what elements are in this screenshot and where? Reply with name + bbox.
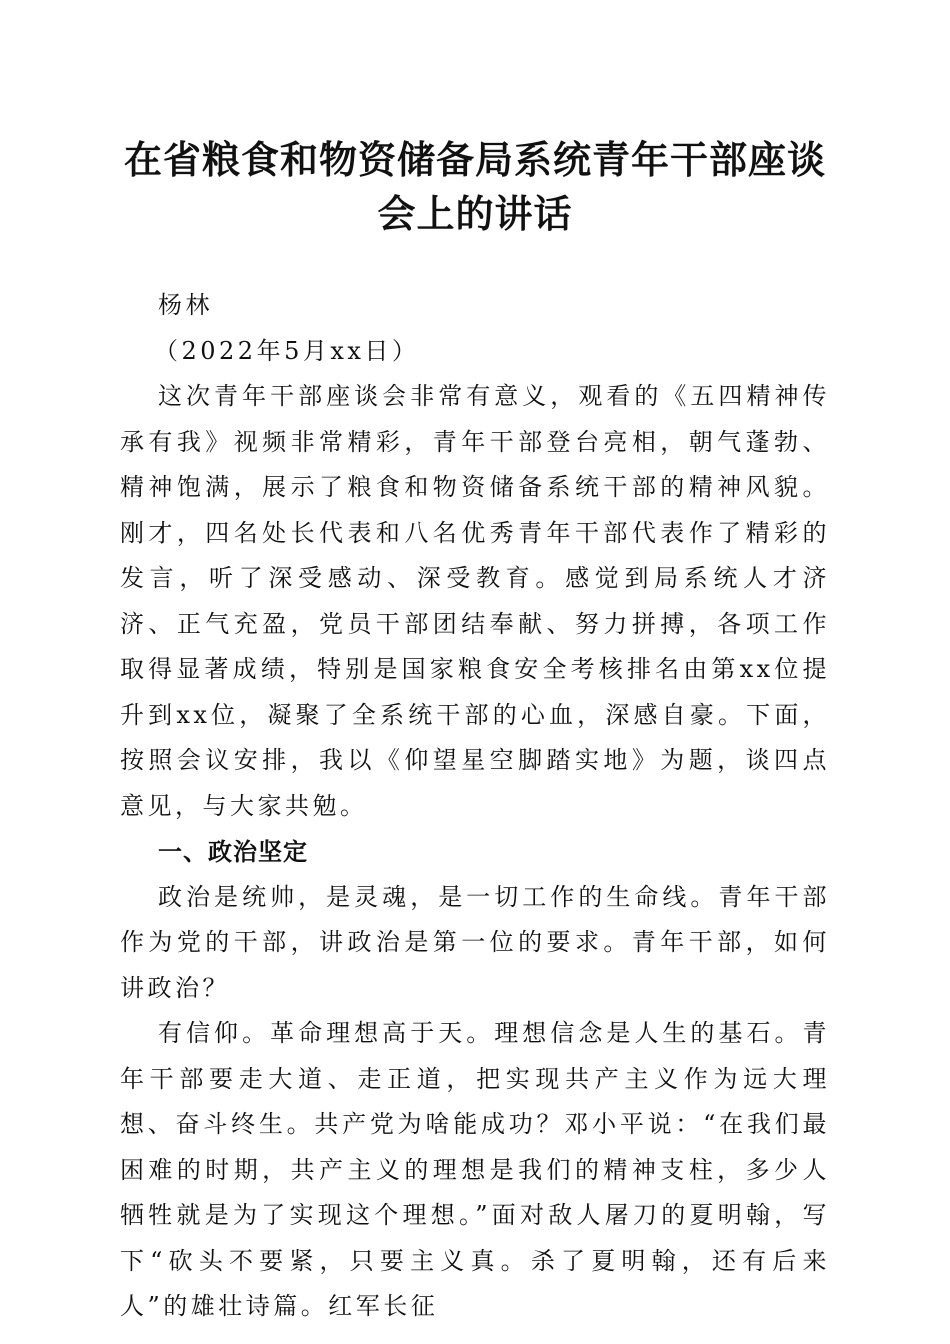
section-paragraph: 有信仰。革命理想高于天。理想信念是人生的基石。青年干部要走大道、走正道，把实现共产主义作为远大理想、奋斗终生。共产党为啥能成功？邓小平说：“在我们最困难的时期，共产主义的理想是我们的精神支柱，多少人牺牲就是为了实现这个理想。”面对敌人屠刀的夏明翰，写下“砍头不要紧，只要主义真。杀了夏明翰，还有后来人”的雄壮诗篇。红军长征 [120,1019,830,1320]
document-title: 在省粮食和物资储备局系统青年干部座谈会上的讲话 [123,137,826,236]
document-body [120,283,830,1330]
author-name: 杨林 [158,291,213,319]
section-paragraph: 政治是统帅，是灵魂，是一切工作的生命线。青年干部作为党的干部，讲政治是第一位的要求。青年干部，如何讲政治？ [120,882,830,1002]
intro-paragraph: 这次青年干部座谈会非常有意义，观看的《五四精神传承有我》视频非常精彩，青年干部登台亮相，朝气蓬勃、精神饱满，展示了粮食和物资储备系统干部的精神风貌。刚才，四名处长代表和八名优秀青年干部代表作了精彩的发言，听了深受感动、深受教育。感觉到局系统人才济济、正气充盈，党员干部团结奉献、努力拼搏，各项工作取得显著成绩，特别是国家粮食安全考核排名由第xx位提升到xx位，凝聚了全系统干部的心血，深感自豪。下面，按照会议安排，我以《仰望星空脚踏实地》为题，谈四点意见，与大家共勉。 [120,382,830,820]
section-heading: 一、政治坚定 [158,837,308,866]
speech-date: （2022年5月xx日） [154,336,420,365]
